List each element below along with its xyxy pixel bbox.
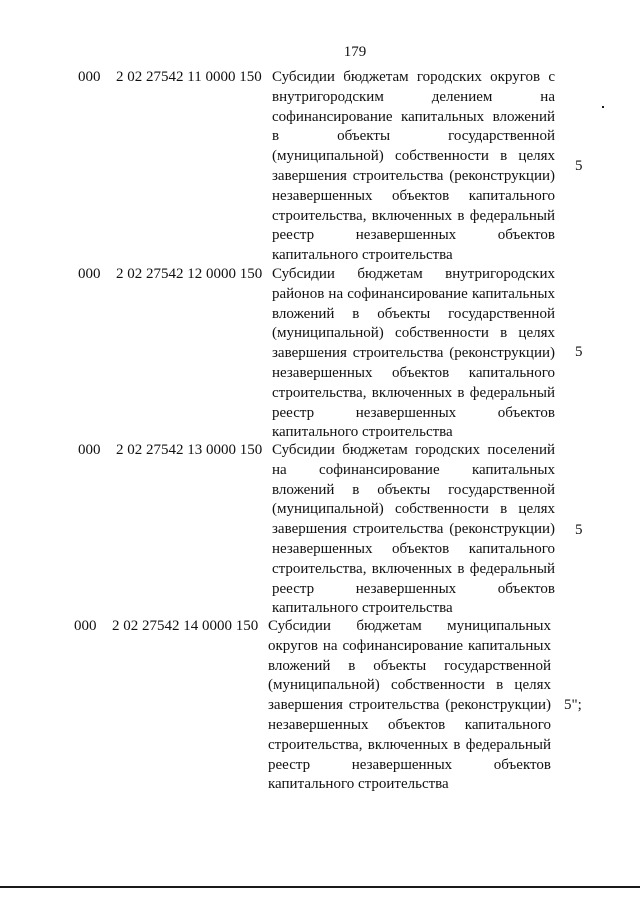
row-value: 5"; <box>564 697 582 713</box>
row-description: Субсидии бюджетам внутригородских районов на софинансирование капитальных вложений в объекты государственной (муниципальной) собственности в целях завершения строительства (реконструкции) незавершенных объектов капитального строительства, включенных в федеральный реестр незавершенных объектов капитального строительства <box>272 266 555 441</box>
row-column-a: 000 <box>78 69 101 85</box>
row-value: 5 <box>575 158 583 174</box>
row-column-a: 000 <box>74 618 97 634</box>
classification-code: 2 02 27542 14 0000 150 <box>112 618 259 634</box>
row-column-a: 000 <box>78 442 101 458</box>
row-description: Субсидии бюджетам городских поселений на софинансирование капитальных вложений в объекты государственной (муниципальной) собственности в целях завершения строительства (реконструкции) незавершенных объектов капитального строительства, включенных в федеральный реестр незавершенных объектов капитального строительства <box>272 442 555 617</box>
classification-code: 2 02 27542 13 0000 150 <box>116 442 263 458</box>
page-number: 179 <box>343 44 367 60</box>
classification-code: 2 02 27542 11 0000 150 <box>116 69 262 85</box>
row-value: 5 <box>575 522 583 538</box>
row-value: 5 <box>575 344 583 360</box>
scan-edge-mark <box>0 886 640 888</box>
scan-edge-dot <box>602 106 604 108</box>
row-column-a: 000 <box>78 266 101 282</box>
row-description: Субсидии бюджетам муниципальных округов на софинансирование капитальных вложений в объекты государственной (муниципальной) собственности в целях завершения строительства (реконструкции) незавершенных объектов капитального строительства, включенных в федеральный реестр незавершенных объектов капитального строительства <box>268 618 551 793</box>
row-description: Субсидии бюджетам городских округов с внутригородским делением на софинансирование капитальных вложений в объекты государственной (муниципальной) собственности в целях завершения строительства (реконструкции) незавершенных объектов капитального строительства, включенных в федеральный реестр незавершенных объектов капитального строительства <box>272 69 555 264</box>
classification-code: 2 02 27542 12 0000 150 <box>116 266 263 282</box>
